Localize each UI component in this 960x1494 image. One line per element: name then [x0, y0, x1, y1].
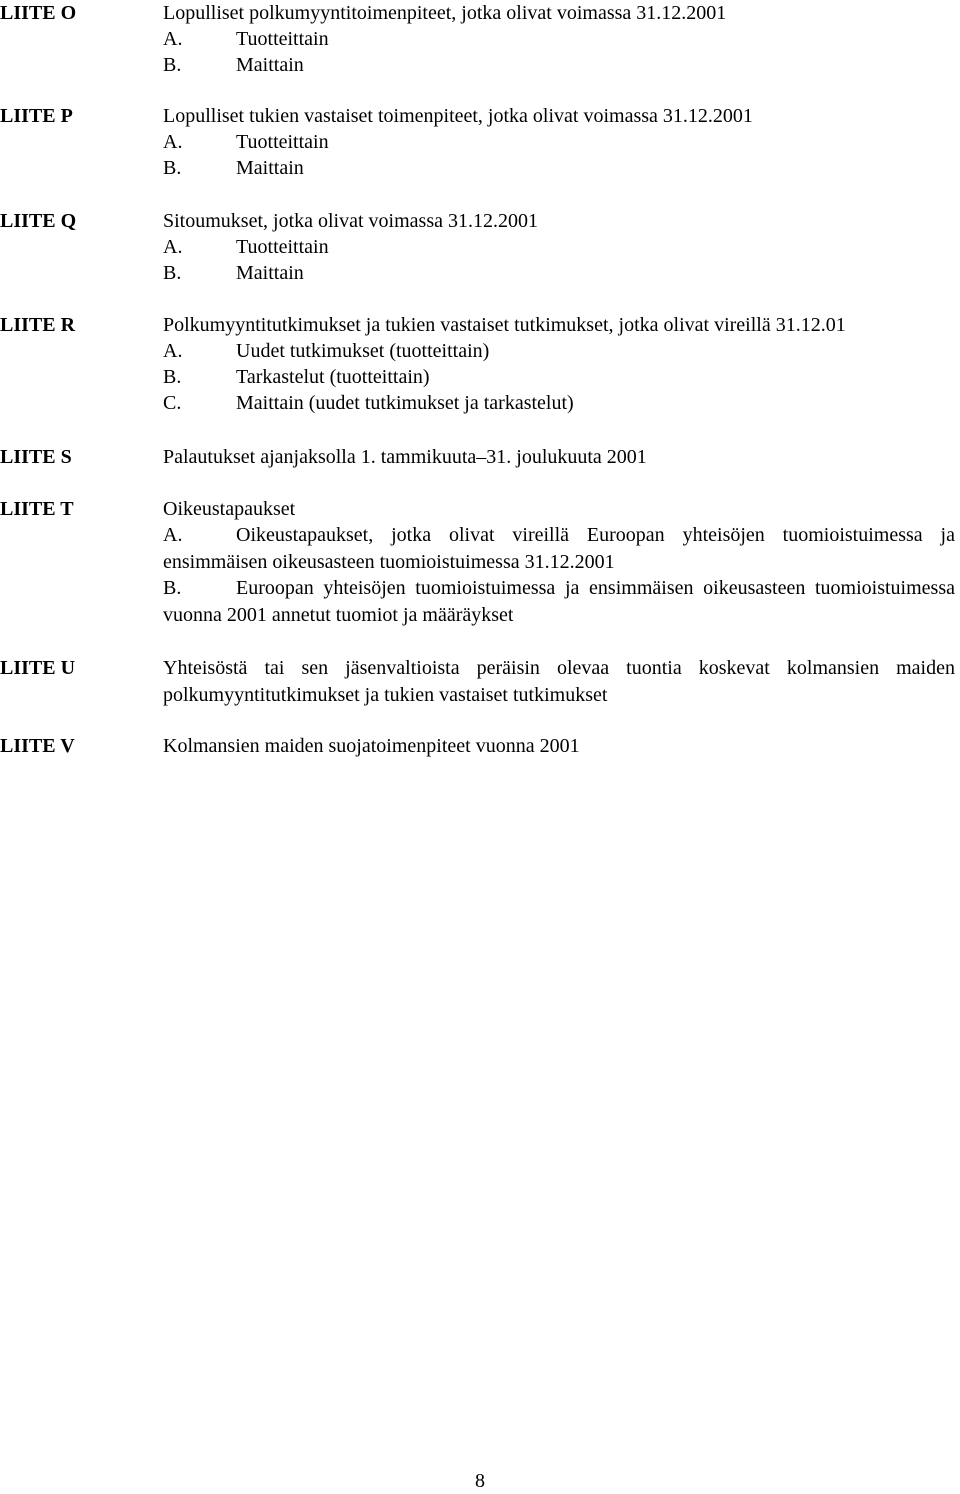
annex-content: [163, 655, 955, 708]
subitem-letter: B.: [163, 54, 182, 76]
annex-subitem: [163, 129, 955, 155]
subitem-text: Maittain: [236, 54, 304, 76]
subitem-text: Tuotteittain: [236, 28, 329, 50]
annex-subitem: [163, 155, 955, 181]
annex-content: [163, 733, 955, 759]
page-number: 8: [475, 1470, 485, 1492]
annex-title: Oikeustapaukset: [163, 498, 296, 520]
subitem-text: Tuotteittain: [236, 131, 329, 153]
subitem-letter: A.: [163, 28, 183, 50]
subitem-letter: C.: [163, 392, 182, 414]
annex-label: LIITE T: [0, 498, 74, 520]
annex-title: Lopulliset polkumyyntitoimenpiteet, jotka olivat voimassa 31.12.2001: [163, 2, 727, 24]
subitem-letter: A.: [163, 340, 183, 362]
annex-subitem: [163, 364, 955, 390]
subitem-letter: A.: [163, 131, 183, 153]
subitem-text: Oikeustapaukset, jotka olivat vireillä Euroopan yhteisöjen tuomioistuimessa ja ensimmäisen oikeusasteen tuomioistuimessa 31.12.2001: [163, 524, 955, 573]
annex-subitem: [163, 390, 955, 416]
annex-subitem: [163, 575, 955, 628]
subitem-text: Uudet tutkimukset (tuotteittain): [236, 340, 490, 362]
subitem-text: Maittain: [236, 262, 304, 284]
subitem-text: Maittain: [236, 157, 304, 179]
subitem-letter: B.: [163, 366, 182, 388]
subitem-text: Tarkastelut (tuotteittain): [236, 366, 430, 388]
annex-label: LIITE V: [0, 735, 75, 757]
subitem-text: Euroopan yhteisöjen tuomioistuimessa ja ensimmäisen oikeusasteen tuomioistuimessa vuonna 2001 annetut tuomiot ja määräykset: [163, 577, 955, 626]
annex-label: LIITE O: [0, 2, 77, 24]
annex-content: [163, 0, 955, 78]
annex-label: LIITE P: [0, 105, 73, 127]
subitem-letter: B.: [163, 262, 182, 284]
annex-content: [163, 496, 955, 628]
annex-title: Lopulliset tukien vastaiset toimenpiteet, jotka olivat voimassa 31.12.2001: [163, 105, 753, 127]
annex-label: LIITE Q: [0, 210, 77, 232]
annex-title: Sitoumukset, jotka olivat voimassa 31.12.2001: [163, 210, 538, 232]
annex-subitem: [163, 338, 955, 364]
annex-subitem: [163, 26, 955, 52]
annex-content: [163, 312, 955, 416]
annex-label: LIITE R: [0, 314, 76, 336]
annex-title: Polkumyyntitutkimukset ja tukien vastaiset tutkimukset, jotka olivat vireillä 31.12.01: [163, 314, 846, 336]
annex-subitem: [163, 234, 955, 260]
annex-title: Palautukset ajanjaksolla 1. tammikuuta–31. joulukuuta 2001: [163, 446, 647, 468]
annex-content: [163, 103, 955, 181]
annex-subitem: [163, 52, 955, 78]
subitem-text: Tuotteittain: [236, 236, 329, 258]
subitem-letter: B.: [163, 157, 182, 179]
annex-content: [163, 444, 955, 470]
subitem-letter: A.: [163, 236, 183, 258]
subitem-letter: A.: [163, 524, 183, 546]
annex-content: [163, 208, 955, 286]
annex-subitem: [163, 260, 955, 286]
annex-title: Yhteisöstä tai sen jäsenvaltioista peräisin olevaa tuontia koskevat kolmansien maiden polkumyyntitutkimukset ja tukien vastaiset tutkimukset: [163, 657, 955, 706]
annex-title: Kolmansien maiden suojatoimenpiteet vuonna 2001: [163, 735, 580, 757]
annex-label: LIITE S: [0, 446, 72, 468]
subitem-letter: B.: [163, 577, 182, 599]
annex-subitem: [163, 522, 955, 575]
annex-label: LIITE U: [0, 657, 76, 679]
subitem-text: Maittain (uudet tutkimukset ja tarkastelut): [236, 392, 574, 414]
